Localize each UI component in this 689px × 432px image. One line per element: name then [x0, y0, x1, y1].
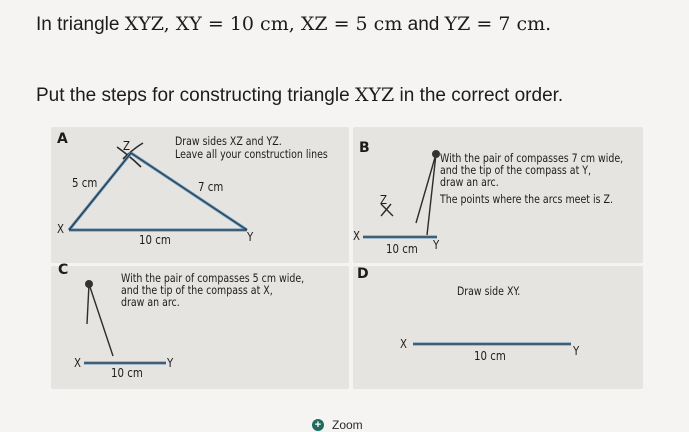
compass-leg	[89, 284, 113, 356]
card-text-line: and the tip of the compass at X,	[121, 283, 273, 297]
card-letter: D	[357, 266, 369, 282]
side-xy-label: XY	[175, 13, 202, 35]
vertex-x-label: X	[353, 229, 360, 243]
vertex-y-label: Y	[167, 356, 174, 370]
triangle-diagram	[51, 127, 349, 263]
compass-leg	[87, 284, 89, 324]
vertex-x-label: X	[400, 337, 407, 351]
question-text: In triangle	[36, 14, 125, 35]
card-text-line: With the pair of compasses 7 cm wide,	[440, 151, 624, 165]
step-card-d[interactable]	[353, 266, 643, 389]
vertex-x-label: X	[74, 356, 81, 370]
vertex-z-label: Z	[380, 193, 387, 207]
instruction-text: in the correct order.	[394, 85, 564, 106]
vertex-z-label: Z	[123, 139, 130, 153]
triangle-name: XYZ	[124, 13, 164, 35]
side-yz-label: YZ	[444, 13, 471, 35]
instruction-text: Put the steps for constructing triangle	[36, 85, 355, 106]
card-text-line: With the pair of compasses 5 cm wide,	[121, 271, 305, 285]
compass-hinge	[432, 150, 440, 158]
conjunction: and	[402, 14, 445, 35]
plus-icon: +	[312, 419, 324, 431]
side-xz-length-label: 5 cm	[72, 176, 98, 190]
vertex-y-label: Y	[573, 344, 580, 358]
side-yz-value: = 7 cm.	[470, 13, 552, 35]
line-diagram	[353, 266, 643, 389]
side-xy-length-label: 10 cm	[139, 233, 171, 247]
side-yz-length-label: 7 cm	[198, 180, 224, 194]
zoom-button[interactable]	[312, 418, 363, 432]
compass-leg	[427, 154, 436, 235]
card-letter: B	[359, 140, 370, 156]
side-xy-value: = 10 cm	[201, 13, 289, 35]
question-line-2	[36, 83, 563, 108]
card-text-line: Draw side XY.	[457, 284, 521, 298]
card-text-line: draw an arc.	[440, 175, 499, 189]
compass-leg	[416, 154, 436, 223]
card-text-line: Leave all your construction lines	[175, 147, 328, 161]
card-letter: A	[57, 131, 68, 147]
step-card-a[interactable]	[51, 127, 349, 263]
step-card-b[interactable]	[353, 127, 643, 263]
vertex-x-label: X	[57, 222, 64, 236]
card-text-line: and the tip of the compass at Y,	[440, 163, 592, 177]
step-card-c[interactable]	[51, 262, 349, 389]
compass-hinge	[85, 280, 93, 288]
compass-diagram	[51, 266, 349, 389]
card-text-line: Draw sides XZ and YZ.	[175, 134, 282, 148]
card-text-line: The points where the arcs meet is Z.	[440, 192, 613, 206]
separator: ,	[288, 13, 301, 35]
side-xy-length-label: 10 cm	[474, 349, 506, 363]
side-xz-line	[69, 153, 131, 230]
vertex-y-label: Y	[247, 230, 254, 244]
card-letter: C	[58, 262, 69, 278]
side-xz-value: = 5 cm	[327, 13, 403, 35]
side-xz-label: XZ	[300, 13, 328, 35]
side-xy-length-label: 10 cm	[111, 366, 143, 380]
separator: ,	[163, 13, 176, 35]
question-line-1	[36, 12, 551, 37]
zoom-label: Zoom	[332, 418, 363, 432]
vertex-y-label: Y	[433, 238, 440, 252]
side-yz-line	[131, 153, 247, 230]
side-xy-length-label: 10 cm	[386, 242, 418, 256]
triangle-name: XYZ	[354, 84, 395, 106]
card-text-line: draw an arc.	[121, 295, 180, 309]
